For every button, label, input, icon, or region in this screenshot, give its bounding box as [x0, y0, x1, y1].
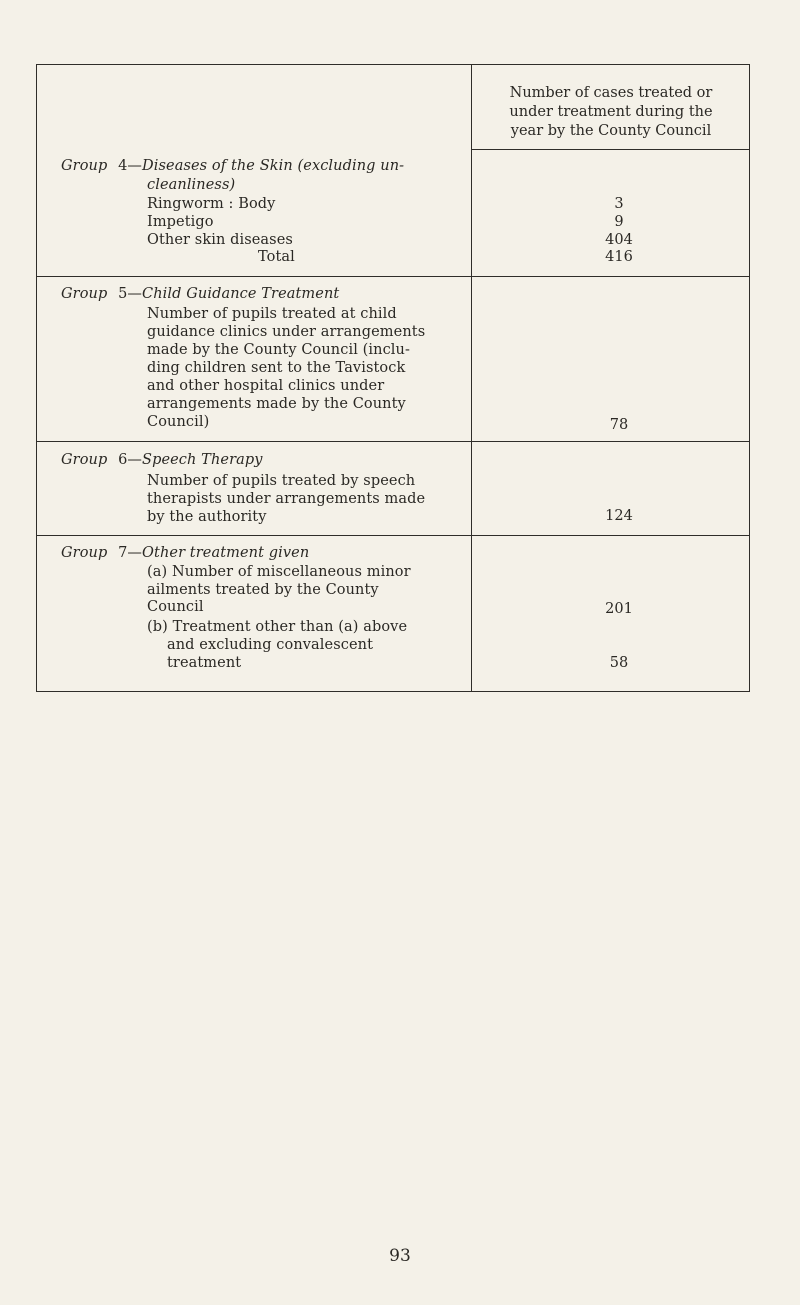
- column-header: [476, 84, 746, 141]
- group-label: Group: [61, 158, 108, 174]
- row-value: 3: [614, 196, 624, 212]
- group-number: 5—: [118, 286, 143, 302]
- body-line: Number of pupils treated by speech: [147, 473, 416, 489]
- group-label: Group: [61, 286, 108, 302]
- header-rule: [471, 149, 750, 150]
- row-rule-group6: [36, 535, 750, 536]
- body-line: Council): [147, 414, 210, 430]
- column-header-line: under treatment during the: [509, 104, 713, 120]
- item-line: (b) Treatment other than (a) above: [147, 619, 408, 635]
- group4-title-cont: cleanliness): [147, 177, 236, 193]
- group5-heading: [61, 286, 339, 302]
- table-top-rule: [36, 64, 750, 65]
- group7-title: Other treatment given: [142, 545, 310, 561]
- group7-heading: [61, 545, 309, 561]
- table-left-border: [36, 64, 37, 692]
- total-label: Total: [258, 249, 295, 265]
- group7a-value: 201: [605, 601, 633, 617]
- body-line: arrangements made by the County: [147, 396, 406, 412]
- row-rule-group4: [36, 276, 750, 277]
- item-line: treatment: [167, 655, 242, 671]
- row-rule-group5: [36, 441, 750, 442]
- item-line: Council: [147, 599, 204, 615]
- group-number: 6—: [118, 452, 143, 468]
- group6-heading: [61, 452, 263, 468]
- body-line: ding children sent to the Tavistock: [147, 360, 406, 376]
- column-header-line: year by the County Council: [510, 123, 712, 139]
- group6-value: 124: [605, 508, 633, 524]
- table-bottom-rule: [36, 691, 750, 692]
- body-line: Number of pupils treated at child: [147, 306, 397, 322]
- group-label: Group: [61, 452, 108, 468]
- page-number: 93: [389, 1246, 411, 1266]
- group-number: 4—: [118, 158, 143, 174]
- row-label: Ringworm : Body: [147, 196, 276, 212]
- item-line: ailments treated by the County: [147, 582, 379, 598]
- column-header-line: Number of cases treated or: [509, 85, 713, 101]
- group4-heading: [61, 158, 404, 174]
- body-line: made by the County Council (inclu-: [147, 342, 410, 358]
- row-value: 9: [614, 214, 624, 230]
- group5-value: 78: [609, 417, 629, 433]
- table-right-border: [749, 64, 750, 692]
- body-line: guidance clinics under arrangements: [147, 324, 426, 340]
- group-number: 7—: [118, 545, 143, 561]
- group6-title: Speech Therapy: [142, 452, 263, 468]
- row-label: Impetigo: [147, 214, 214, 230]
- body-line: by the authority: [147, 509, 267, 525]
- total-value: 416: [605, 249, 633, 265]
- group7b-value: 58: [609, 655, 629, 671]
- group4-title: Diseases of the Skin (excluding un-: [142, 158, 405, 174]
- treatment-table: [36, 64, 750, 692]
- row-value: 404: [605, 232, 633, 248]
- group-label: Group: [61, 545, 108, 561]
- group5-title: Child Guidance Treatment: [142, 286, 340, 302]
- item-line: (a) Number of miscellaneous minor: [147, 564, 411, 580]
- column-divider: [471, 64, 472, 692]
- body-line: and other hospital clinics under: [147, 378, 385, 394]
- item-line: and excluding convalescent: [167, 637, 374, 653]
- body-line: therapists under arrangements made: [147, 491, 426, 507]
- row-label: Other skin diseases: [147, 232, 293, 248]
